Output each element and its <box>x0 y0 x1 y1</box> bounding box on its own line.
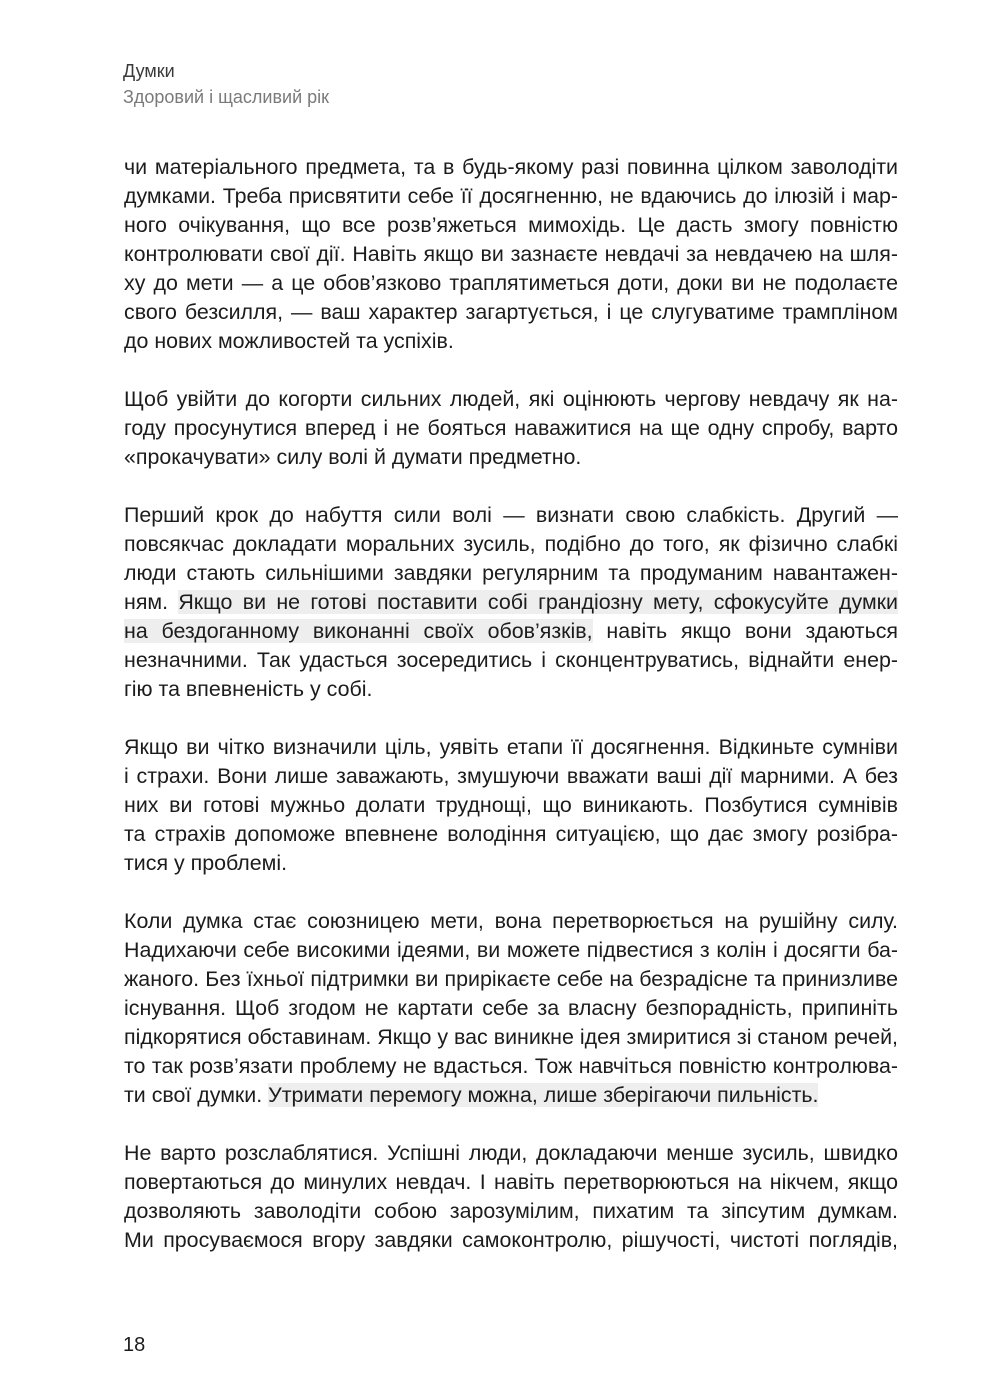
text-line: жаного. Без їхньої підтримки ви прирікаєте себе на безрадісне та принизливе <box>124 967 898 991</box>
text-run: навіть якщо вони здаються <box>592 619 898 643</box>
text-line: люди стають сильнішими завдяки регулярним та продуманим навантажен- <box>124 561 898 585</box>
text-run: ням. <box>124 590 179 614</box>
book-title: Здоровий і щасливий рік <box>123 87 330 107</box>
text-line: Щоб увійти до когорти сильних людей, які оцінюють чергову невдачу як на- <box>124 387 898 411</box>
text-line: ху до мети — а це обов’язково траплятиметься доти, доки ви не подолаєте <box>124 271 898 295</box>
text-line: гію та впевненість у собі. <box>124 677 373 701</box>
text-highlight[interactable]: Якщо ви не готові поставити собі грандіозну мету, сфокусуйте думки <box>178 590 898 614</box>
text-line: «прокачувати» силу волі й думати предметно. <box>124 445 582 469</box>
text-line-with-highlight <box>124 617 898 646</box>
paragraph-4 <box>124 733 898 878</box>
text-line: то так розв’язати проблему не вдасться. Тож навчіться повністю контролюва- <box>124 1054 898 1078</box>
running-head <box>123 58 329 110</box>
text-line: Якщо ви чітко визначили ціль, уявіть етапи її досягнення. Відкиньте сумніви <box>124 735 898 759</box>
text-highlight[interactable]: Утримати перемогу можна, лише зберігаючи пильність. <box>268 1083 819 1107</box>
text-line-with-highlight <box>124 1081 898 1110</box>
page-number: 18 <box>123 1334 146 1356</box>
text-line: Коли думка стає союзницею мети, вона перетворюється на рушійну силу. <box>124 909 898 933</box>
text-line: чи матеріального предмета, та в будь-якому разі повинна цілком заволодіти <box>124 155 898 179</box>
text-line: існування. Щоб згодом не картати себе за власну безпорадність, припиніть <box>124 996 898 1020</box>
text-line: повсякчас докладати моральних зусиль, подібно до того, як фізично слабкі <box>124 532 898 556</box>
text-line: до нових можливостей та успіхів. <box>124 329 454 353</box>
text-highlight[interactable]: на бездоганному виконанні своїх обов’язків, <box>124 619 593 643</box>
text-line: Не варто розслаблятися. Успішні люди, докладаючи менше зусиль, швидко <box>124 1141 898 1165</box>
text-line: підкорятися обставинам. Якщо у вас виникне ідея змиритися зі станом речей, <box>124 1025 898 1049</box>
text-line: повертаються до минулих невдач. І навіть перетворюються на нікчем, якщо <box>124 1170 898 1194</box>
section-title: Думки <box>123 61 175 81</box>
text-line: Перший крок до набуття сили волі — визнати свою слабкість. Другий — <box>124 503 898 527</box>
text-line-with-highlight <box>124 588 898 617</box>
text-line: году просунутися вперед і не бояться наважитися на ще одну спробу, варто <box>124 416 898 440</box>
text-line: незначними. Так удасться зосередитись і сконцентруватись, віднайти енер- <box>124 648 898 672</box>
text-line: Надихаючи себе високими ідеями, ви можете підвестися з колін і досягти ба- <box>124 938 898 962</box>
paragraph-1 <box>124 153 898 356</box>
paragraph-2 <box>124 385 898 472</box>
paragraph-3 <box>124 501 898 704</box>
text-line: Ми просуваємося вгору завдяки самоконтролю, рішучості, чистоті поглядів, <box>124 1228 898 1252</box>
text-line: і страхи. Вони лише заважають, змушуючи вважати ваші дії марними. А без <box>124 764 898 788</box>
paragraph-6 <box>124 1139 898 1255</box>
text-line: свого безсилля, — ваш характер загартується, і це слугуватиме трампліном <box>124 300 898 324</box>
text-line: ного очікування, що все розв’яжеться мимохідь. Це дасть змогу повністю <box>124 213 898 237</box>
text-line: контролювати свої дії. Навіть якщо ви зазнаєте невдачі за невдачею на шля- <box>124 242 898 266</box>
text-run: ти свої думки. <box>124 1083 269 1107</box>
paragraph-5 <box>124 907 898 1110</box>
page-body <box>124 153 898 1284</box>
text-line: та страхів допоможе впевнене володіння ситуацією, що дає змогу розібра- <box>124 822 898 846</box>
text-line: думками. Треба присвятити себе її досягненню, не вдаючись до ілюзій і мар- <box>124 184 898 208</box>
text-line: них ви готові мужньо долати труднощі, що виникають. Позбутися сумнівів <box>124 793 898 817</box>
text-line: дозволяють заволодіти собою зарозумілим, пихатим та зіпсутим думкам. <box>124 1199 898 1223</box>
text-line: тися у проблемі. <box>124 851 288 875</box>
